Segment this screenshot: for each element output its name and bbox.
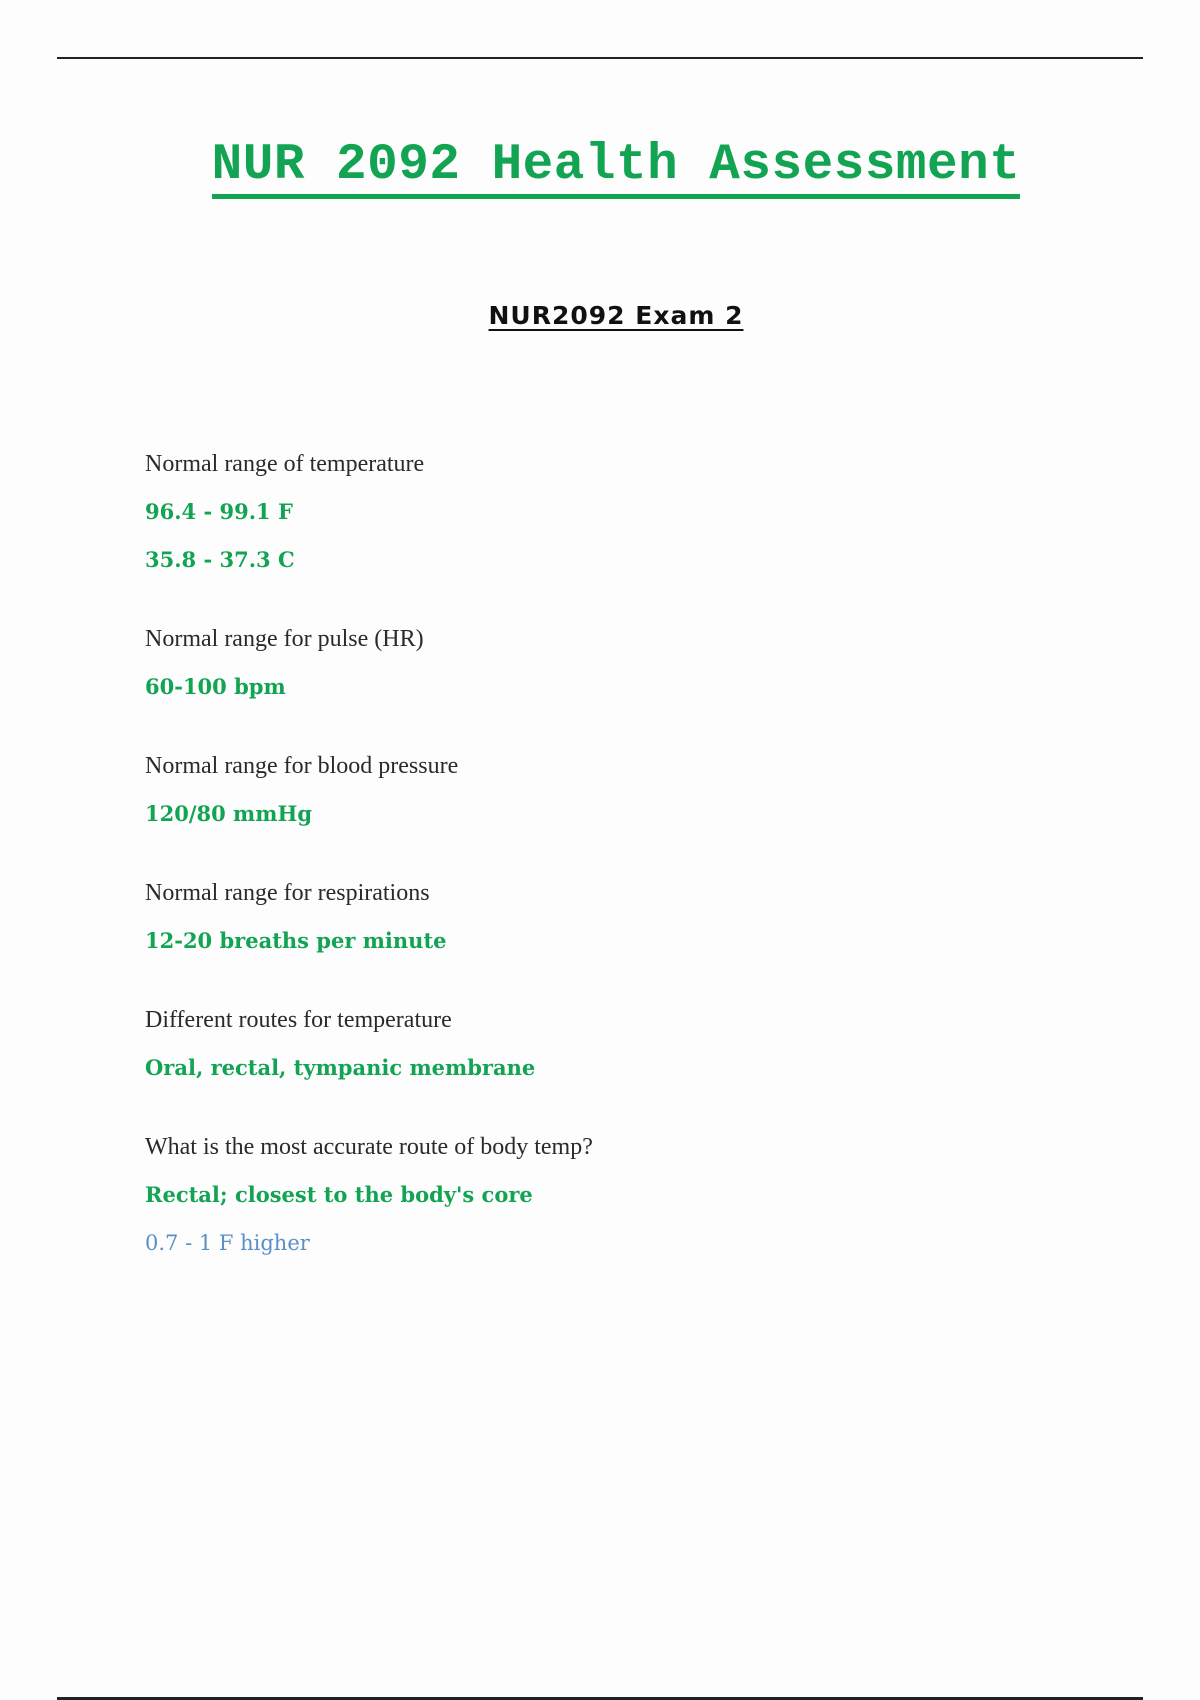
document-title	[0, 137, 1200, 199]
question: Normal range for respirations	[145, 880, 430, 906]
answer: 120/80 mmHg	[145, 801, 313, 826]
qa-item-pulse-range	[145, 623, 1045, 703]
question: Different routes for temperature	[145, 1007, 452, 1033]
question: Normal range for blood pressure	[145, 753, 459, 779]
document-subtitle	[0, 303, 1200, 328]
answer: 12-20 breaths per minute	[145, 928, 447, 953]
question: Normal range for pulse (HR)	[145, 626, 424, 652]
question: What is the most accurate route of body temp?	[145, 1134, 593, 1160]
answer: 96.4 - 99.1 F	[145, 499, 293, 524]
answer: Oral, rectal, tympanic membrane	[145, 1055, 536, 1080]
top-rule	[57, 57, 1143, 59]
qa-item-temperature-range	[145, 448, 1045, 576]
document-subtitle-text: NUR2092 Exam 2	[488, 301, 744, 330]
answer: Rectal; closest to the body's core	[145, 1182, 533, 1207]
answer-note: 0.7 - 1 F higher	[145, 1231, 310, 1255]
answer: 35.8 - 37.3 C	[145, 547, 295, 572]
qa-list	[145, 448, 1045, 1306]
qa-item-blood-pressure-range	[145, 750, 1045, 830]
qa-item-temperature-routes	[145, 1004, 1045, 1084]
question: Normal range of temperature	[145, 451, 425, 477]
answer: 60-100 bpm	[145, 674, 286, 699]
document-title-text: NUR 2092 Health Assessment	[212, 140, 1021, 199]
qa-item-accurate-route	[145, 1131, 1045, 1259]
qa-item-respirations-range	[145, 877, 1045, 957]
